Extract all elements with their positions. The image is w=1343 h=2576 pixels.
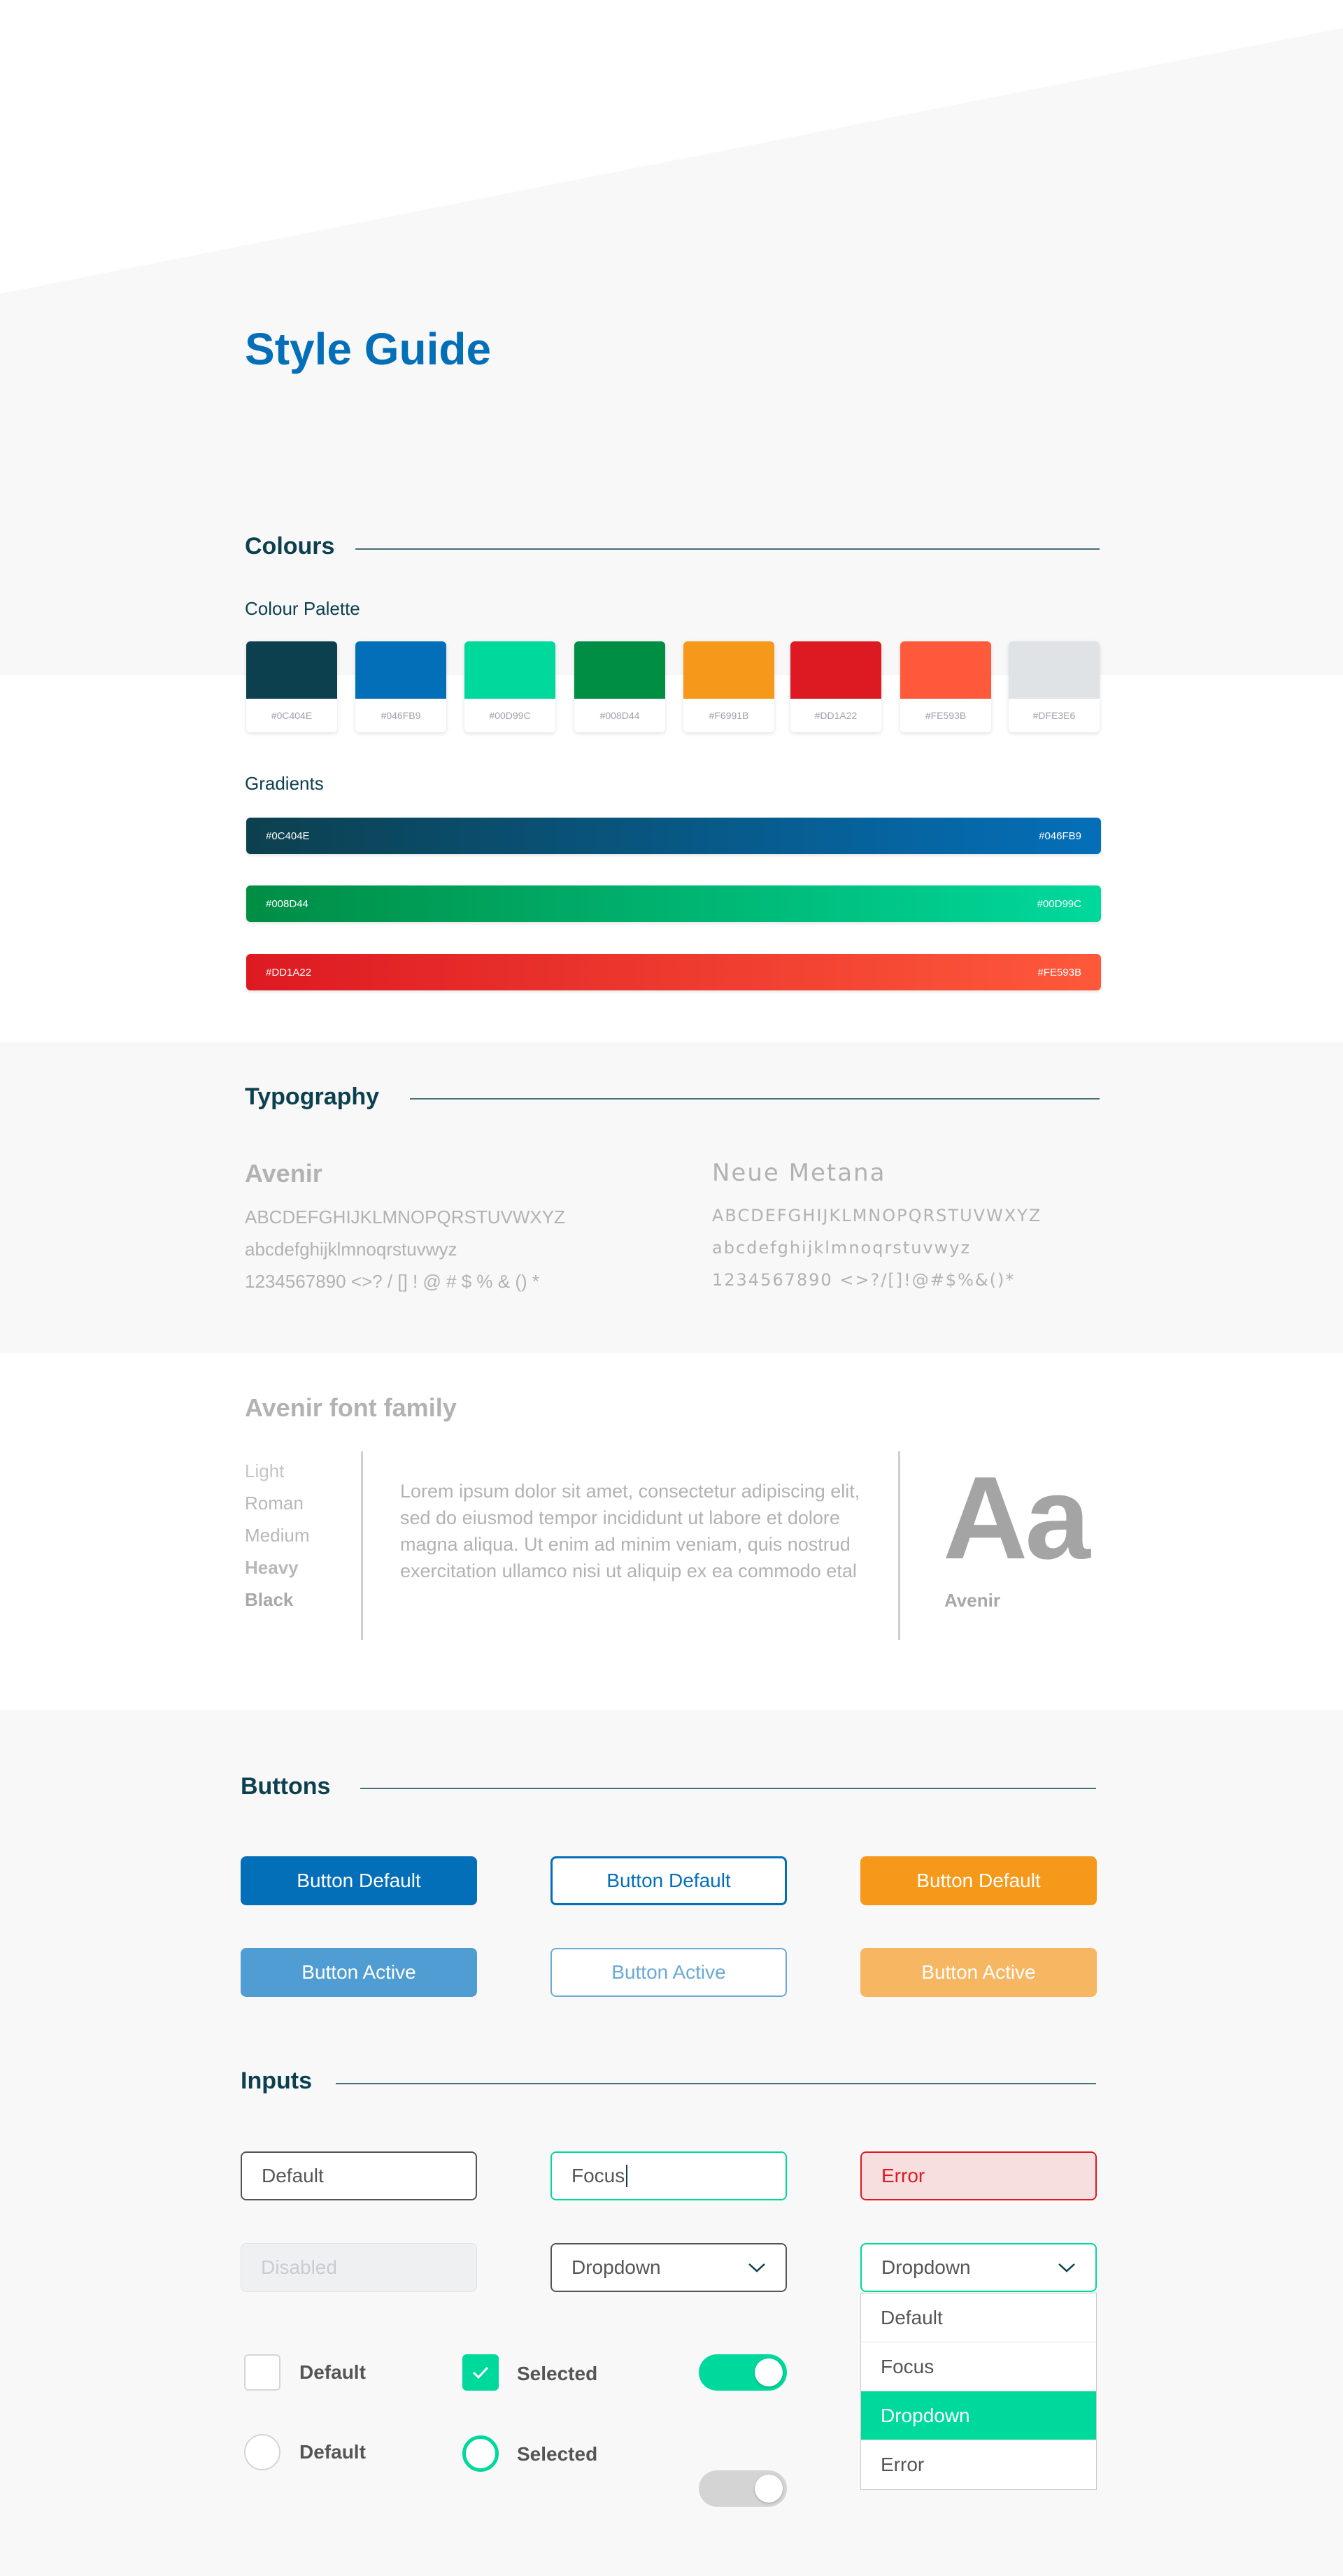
font-neue-metana (712, 1159, 1042, 1296)
colour-swatch (574, 641, 665, 732)
outline-button[interactable]: Button Default (550, 1856, 787, 1905)
checkbox-label: Default (299, 2361, 366, 2383)
typography-divider (410, 1098, 1100, 1100)
radio-label: Selected (517, 2443, 598, 2465)
toggle-knob (755, 2358, 783, 2386)
font-digits: 1234567890 <>?/[]!@#$%&()* (712, 1270, 1016, 1290)
chevron-down-icon (748, 2262, 766, 2273)
warning-button[interactable]: Button Default (860, 1856, 1097, 1905)
input-value: Default (262, 2165, 324, 2186)
swatch-hex: #008D44 (599, 710, 640, 721)
input-placeholder: Disabled (261, 2256, 337, 2278)
dropdown-select-open[interactable] (860, 2243, 1097, 2292)
primary-button-active[interactable]: Button Active (241, 1948, 477, 1997)
radio-label: Default (299, 2441, 366, 2463)
gradient-start-hex: #DD1A22 (266, 966, 312, 979)
colour-swatch (1009, 641, 1100, 732)
gradient-start-hex: #008D44 (266, 897, 308, 910)
input-value: Error (881, 2165, 925, 2186)
font-specimen-label: Avenir (944, 1590, 1000, 1611)
font-digits: 1234567890 <>? / [] ! @ # $ % & () * (245, 1271, 539, 1292)
swatch-hex: #046FB9 (381, 710, 421, 721)
swatch-colour (790, 641, 881, 699)
typography-heading: Typography (245, 1083, 380, 1110)
gradient-start-hex: #0C404E (266, 830, 310, 842)
swatch-hex: #00D99C (489, 710, 531, 721)
dropdown-select[interactable] (550, 2243, 787, 2292)
dropdown-option[interactable]: Focus (861, 2342, 1096, 2391)
colour-swatch (683, 641, 774, 732)
gradient-bar (246, 885, 1101, 922)
toggle-off[interactable] (699, 2470, 787, 2507)
colour-swatch (355, 641, 446, 732)
outline-button-active[interactable]: Button Active (550, 1948, 787, 1997)
gradient-bar (246, 818, 1101, 854)
weight-light: Light (245, 1460, 285, 1481)
gradients-heading: Gradients (245, 773, 324, 794)
font-specimen: Aa (943, 1452, 1088, 1584)
checkbox-label: Selected (517, 2363, 598, 2384)
colours-heading: Colours (245, 533, 335, 560)
hero-background (0, 0, 1343, 294)
swatch-hex: #FE593B (925, 710, 967, 721)
warning-button-active[interactable]: Button Active (860, 1948, 1097, 1997)
font-lowercase: abcdefghijklmnoqrstuvwyz (712, 1238, 972, 1258)
font-weight-list (245, 1455, 309, 1616)
radio-selected[interactable] (462, 2435, 499, 2472)
dropdown-value: Dropdown (571, 2256, 661, 2278)
radio-unselected[interactable] (244, 2434, 280, 2470)
weight-roman: Roman (245, 1493, 304, 1514)
checkbox-checked[interactable] (462, 2354, 499, 2391)
focus-input[interactable] (550, 2151, 787, 2200)
input-value: Focus (571, 2165, 625, 2186)
font-family-heading: Avenir font family (245, 1393, 457, 1422)
checkbox-unchecked[interactable] (244, 2354, 280, 2391)
dropdown-option[interactable]: Error (881, 2454, 925, 2475)
font-avenir (245, 1159, 565, 1297)
gradient-end-hex: #FE593B (1037, 966, 1081, 979)
primary-button[interactable]: Button Default (241, 1856, 477, 1905)
chevron-down-icon (1058, 2262, 1076, 2273)
text-caret (626, 2165, 627, 2187)
swatch-colour (683, 641, 774, 699)
swatch-hex: #DD1A22 (814, 710, 858, 721)
divider-right (898, 1451, 900, 1640)
font-uppercase: ABCDEFGHIJKLMNOPQRSTUVWXYZ (712, 1206, 1042, 1225)
toggle-on[interactable] (699, 2354, 787, 2391)
font-lowercase: abcdefghijklmnoqrstuvwyz (245, 1239, 457, 1260)
buttons-heading: Buttons (241, 1773, 331, 1800)
dropdown-menu (860, 2293, 1097, 2490)
buttons-divider (360, 1788, 1096, 1789)
swatch-colour (574, 641, 665, 699)
swatch-colour (355, 641, 446, 699)
inputs-heading: Inputs (241, 2068, 312, 2094)
swatch-colour (1009, 641, 1100, 699)
dropdown-value: Dropdown (881, 2256, 971, 2278)
font-name: Neue Metana (712, 1159, 886, 1187)
lorem-sample: Lorem ipsum dolor sit amet, consectetur adipiscing elit, sed do eiusmod tempor incididunt ut labore et dolore magna aliqua. Ut enim ad minim veniam, quis nostrud exercitation ullamco nisi ut aliquip ex ea commodo etal (400, 1481, 860, 1581)
colour-palette-heading: Colour Palette (245, 598, 360, 619)
weight-heavy: Heavy (245, 1557, 299, 1578)
font-name: Avenir (245, 1159, 322, 1188)
dropdown-option-selected[interactable]: Dropdown (861, 2391, 1096, 2440)
font-uppercase: ABCDEFGHIJKLMNOPQRSTUVWXYZ (245, 1207, 565, 1227)
swatch-hex: #DFE3E6 (1032, 710, 1076, 721)
swatch-colour (464, 641, 555, 699)
toggle-knob (755, 2475, 783, 2503)
dropdown-option[interactable]: Default (861, 2293, 1096, 2342)
gradient-bar (246, 954, 1101, 990)
colours-divider (355, 548, 1100, 550)
disabled-input (241, 2243, 477, 2292)
swatch-hex: #F6991B (709, 710, 749, 721)
gradient-end-hex: #00D99C (1037, 897, 1081, 910)
inputs-divider (336, 2083, 1096, 2084)
swatch-colour (246, 641, 337, 699)
gradient-end-hex: #046FB9 (1039, 830, 1081, 842)
colour-swatch (790, 641, 881, 732)
default-input[interactable] (241, 2151, 477, 2200)
colour-swatch (900, 641, 991, 732)
error-input[interactable] (860, 2151, 1097, 2200)
colour-swatch (246, 641, 337, 732)
weight-black: Black (245, 1589, 294, 1610)
checkmark-icon (471, 2365, 490, 2379)
divider-left (361, 1451, 363, 1640)
weight-medium: Medium (245, 1525, 310, 1546)
swatch-colour (900, 641, 991, 699)
swatch-hex: #0C404E (271, 710, 313, 721)
page-title: Style Guide (245, 324, 492, 374)
colour-swatch (464, 641, 555, 732)
